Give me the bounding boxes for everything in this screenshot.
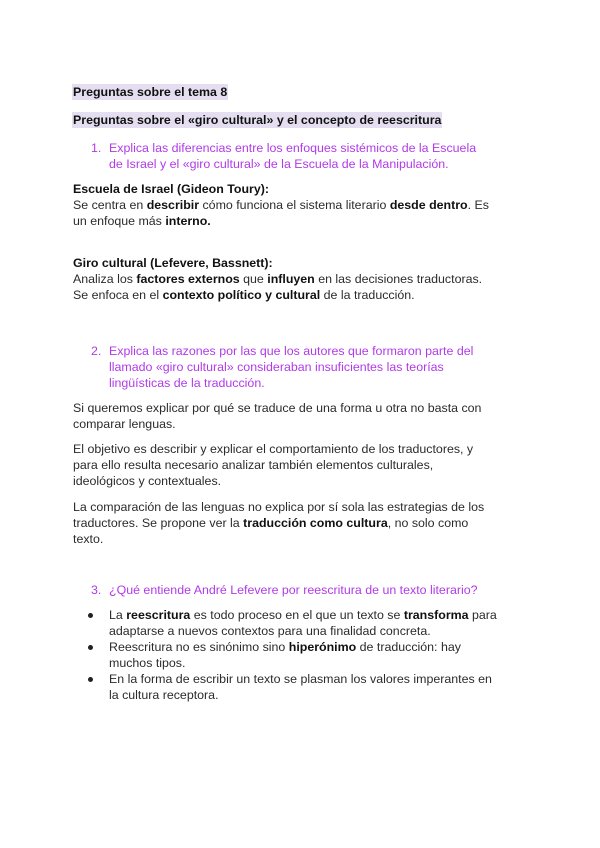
bold-text: factores externos [136, 271, 240, 286]
question-number: 3. [91, 583, 102, 597]
question-text-line [109, 359, 444, 375]
paragraph-line [73, 499, 484, 515]
list-item-line [109, 671, 492, 687]
text: Explica las razones por las que los autores que formaron parte del [109, 344, 474, 358]
question-text-line [109, 156, 449, 172]
bold-text: contexto político y cultural [162, 287, 321, 302]
paragraph-line [73, 400, 481, 416]
text: lingüísticas de la traducción. [109, 375, 265, 390]
text: cómo funciona el sistema literario [199, 197, 390, 212]
section-heading: Preguntas sobre el «giro cultural» y el concepto de reescritura [73, 113, 442, 127]
text: La [109, 608, 127, 622]
list-item-line [109, 655, 185, 671]
bold-text: transforma [403, 608, 469, 622]
paragraph-line [73, 416, 176, 432]
text: Reescritura no es sinónimo sino [109, 640, 289, 654]
text: la cultura receptora. [109, 687, 219, 702]
text: para ello resulta necesario analizar también elementos culturales, [73, 457, 434, 472]
text: llamado «giro cultural» consideraban insuficientes las teorías [109, 359, 444, 374]
bold-text: Giro cultural (Lefevere, Bassnett): [73, 256, 273, 270]
paragraph-line [73, 181, 269, 197]
bold-text: hiperónimo [288, 640, 357, 654]
text: Si queremos explicar por qué se traduce de una forma u otra no basta con [73, 401, 482, 415]
bullet-icon [88, 613, 93, 618]
paragraph-line [73, 213, 211, 229]
paragraph-line [73, 197, 489, 213]
text: Explica las diferencias entre los enfoques sistémicos de la Escuela [109, 141, 477, 155]
paragraph-line [73, 271, 482, 287]
paragraph-line [73, 255, 273, 271]
text: comparar lenguas. [73, 416, 176, 431]
bold-text: desde dentro [389, 197, 468, 212]
paragraph-line [73, 473, 221, 489]
text: Analiza los [73, 271, 137, 286]
question-text-line [109, 375, 265, 391]
text: La comparación de las lenguas no explica por sí sola las estrategias de los [73, 500, 485, 514]
document-title: Preguntas sobre el tema 8 [73, 85, 228, 99]
list-item-line [109, 639, 461, 655]
bullet-icon [88, 645, 93, 650]
text: traductores. Se propone ver la [73, 515, 244, 530]
text: es todo proceso en el que un texto se [190, 608, 404, 622]
text: de Israel y el «giro cultural» de la Escuela de la Manipulación. [109, 156, 449, 171]
question-text-line [109, 582, 478, 598]
text: de la traducción. [320, 287, 415, 302]
list-item-line [109, 623, 431, 639]
text: para [468, 608, 497, 622]
paragraph-line [73, 531, 103, 547]
text: adaptarse a nuevos contextos para una finalidad concreta. [109, 623, 431, 638]
paragraph-line [73, 441, 473, 457]
text: Se enfoca en el [73, 287, 163, 302]
text: texto. [73, 531, 104, 546]
text: En la forma de escribir un texto se plasman los valores imperantes en [109, 672, 492, 686]
paragraph-line [73, 457, 433, 473]
list-item-line [109, 607, 497, 623]
question-number: 1. [91, 141, 102, 155]
text: que [239, 271, 268, 286]
list-item-line [109, 687, 219, 703]
question-number: 2. [91, 344, 102, 358]
text: El objetivo es describir y explicar el comportamiento de los traductores, y [73, 442, 474, 456]
bold-text: traducción como cultura [243, 515, 388, 530]
bold-text: describir [146, 197, 200, 212]
text: Se centra en [73, 197, 147, 212]
bold-text: reescritura [126, 608, 191, 622]
paragraph-line [73, 287, 415, 303]
paragraph-line [73, 515, 468, 531]
bold-text: interno. [165, 213, 211, 228]
bold-text: Escuela de Israel (Gideon Toury): [73, 182, 270, 196]
bold-text: influyen [267, 271, 315, 286]
text: ideológicos y contextuales. [73, 473, 222, 488]
text: muchos tipos. [109, 655, 186, 670]
question-text-line [109, 343, 473, 359]
bullet-icon [88, 677, 93, 682]
text: , no solo como [387, 515, 469, 530]
text: de traducción: hay [356, 640, 461, 654]
question-text-line [109, 140, 476, 156]
text: . Es [467, 197, 489, 212]
text: un enfoque más [73, 213, 166, 228]
text: ¿Qué entiende André Lefevere por reescritura de un texto literario? [109, 583, 478, 597]
text: en las decisiones traductoras. [314, 271, 483, 286]
